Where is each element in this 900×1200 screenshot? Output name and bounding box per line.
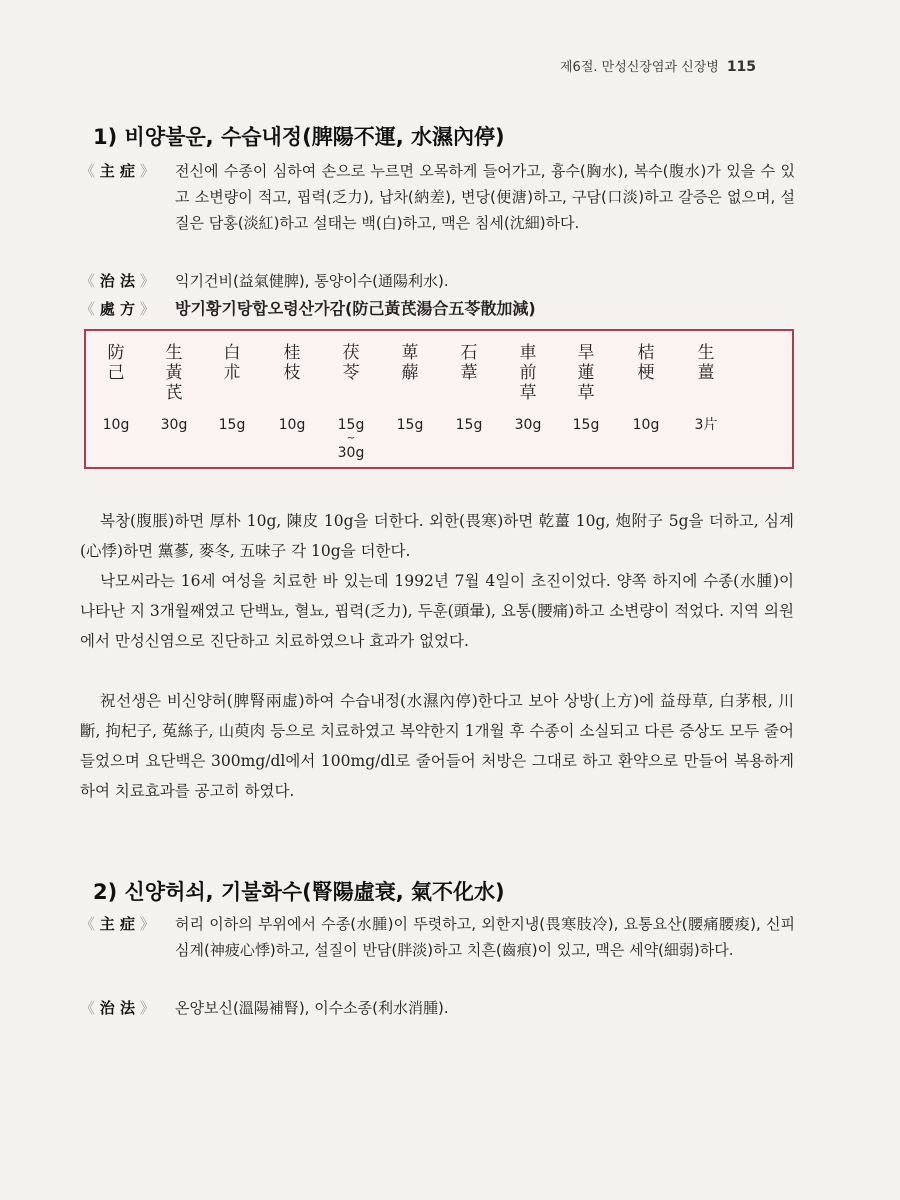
herb-dose: 15g — [572, 417, 600, 433]
herb-item — [326, 343, 376, 461]
herb-dose: 10g — [278, 417, 306, 433]
herb-item — [681, 343, 731, 433]
herb-name: 桂枝 — [283, 343, 301, 383]
treatment-label-1: 《 治 法 》 — [80, 272, 155, 290]
herb-item — [385, 343, 435, 433]
treatment-text-2: 온양보신(溫陽補腎), 이수소종(利水消腫). — [175, 999, 449, 1017]
herb-item — [207, 343, 257, 433]
prescription-label: 《 處 方 》 — [80, 300, 155, 318]
herb-name: 防己 — [107, 343, 125, 383]
paragraph-modifications: 복창(腹脹)하면 厚朴 10g, 陳皮 10g을 더한다. 외한(畏寒)하면 乾薑 10g, 炮附子 5g을 더하고, 심계(心悸)하면 黨蔘, 麥冬, 五味子 각 10g을 더한다. — [80, 512, 794, 560]
herb-name: 桔梗 — [637, 343, 655, 383]
herb-item — [267, 343, 317, 433]
symptom-label-1: 《 主 症 》 — [80, 162, 155, 180]
herb-dose: 10g — [632, 417, 660, 433]
herb-name: 白朮 — [223, 343, 241, 383]
prescription-name: 방기황기탕합오령산가감(防己黃芪湯合五苓散加減) — [175, 299, 536, 318]
herb-dose: 3片 — [694, 417, 718, 433]
herb-dose: 30g — [160, 417, 188, 433]
herb-dose: 15g — [455, 417, 483, 433]
herb-item — [149, 343, 199, 433]
herb-item — [503, 343, 553, 433]
page-number: 115 — [726, 59, 757, 75]
herb-name: 生黃芪 — [165, 343, 183, 403]
herb-dose: 15g — [396, 417, 424, 433]
herb-dose: 15g — [218, 417, 246, 433]
herb-dose: 30g — [514, 417, 542, 433]
symptom-text-2: 허리 이하의 부위에서 수종(水腫)이 뚜렷하고, 외한지냉(畏寒肢冷), 요통요산(腰痛腰痠), 신피심계(神疲心悸)하고, 설질이 반담(胖淡)하고 치흔(齒痕)이 있고, 맥은 세약(細弱)하다. — [175, 915, 795, 959]
paragraph-case-treatment: 祝선생은 비신양허(脾腎兩虛)하여 수습내정(水濕內停)한다고 보아 상방(上方)에 益母草, 白茅根, 川斷, 拘杞子, 菟絲子, 山萸肉 등으로 치료하였고 복약한지 1개월 후 수종이 소실되고 다른 증상도 모두 줄어들었으며 요단백은 300mg/dl에서 100mg/dl로 줄어들어 처방은 그대로 하고 환약으로 만들어 복용하게 하여 치료효과를 공고히 하였다. — [80, 692, 794, 800]
herb-name: 旱蓮草 — [577, 343, 595, 403]
herb-dose: 10g — [102, 417, 130, 433]
herb-name: 車前草 — [519, 343, 537, 403]
treatment-text-1: 익기건비(益氣健脾), 통양이수(通陽利水). — [175, 272, 449, 290]
herb-name: 石葦 — [460, 343, 478, 383]
section-title-2: 2) 신양허쇠, 기불화수(腎陽虛衰, 氣不化水) — [93, 880, 505, 904]
herb-name: 生薑 — [697, 343, 715, 383]
chapter-title: 제6절. 만성신장염과 신장병 — [560, 60, 719, 75]
herb-item — [621, 343, 671, 433]
herb-table — [84, 329, 794, 469]
herb-item — [91, 343, 141, 433]
running-header — [560, 56, 820, 75]
herb-name: 茯苓 — [342, 343, 360, 383]
herb-name: 萆薢 — [401, 343, 419, 383]
herb-dose-range: 15g ~ 30g — [337, 417, 365, 461]
treatment-label-2: 《 治 法 》 — [80, 999, 155, 1017]
symptom-text-1: 전신에 수종이 심하여 손으로 누르면 오목하게 들어가고, 흉수(胸水), 복수(腹水)가 있을 수 있고 소변량이 적고, 핍력(乏力), 납차(納差), 변당(便溏)하고, 구담(口淡)하고 갈증은 없으며, 설질은 담홍(淡紅)하고 설태는 백(白)하고, 맥은 침세(沈細)하다. — [175, 162, 795, 232]
symptom-label-2: 《 主 症 》 — [80, 915, 155, 933]
section-title-1: 1) 비양불운, 수습내정(脾陽不運, 水濕內停) — [93, 125, 505, 149]
paragraph-case-intro: 낙모씨라는 16세 여성을 치료한 바 있는데 1992년 7월 4일이 초진이었다. 양쪽 하지에 수종(水腫)이 나타난 지 3개월째였고 단백뇨, 혈뇨, 핍력(乏力), 두훈(頭暈), 요통(腰痛)하고 소변량이 적었다. 지역 의원에서 만성신염으로 진단하고 치료하였으나 효과가 없었다. — [80, 572, 794, 650]
herb-item — [561, 343, 611, 433]
herb-item — [444, 343, 494, 433]
